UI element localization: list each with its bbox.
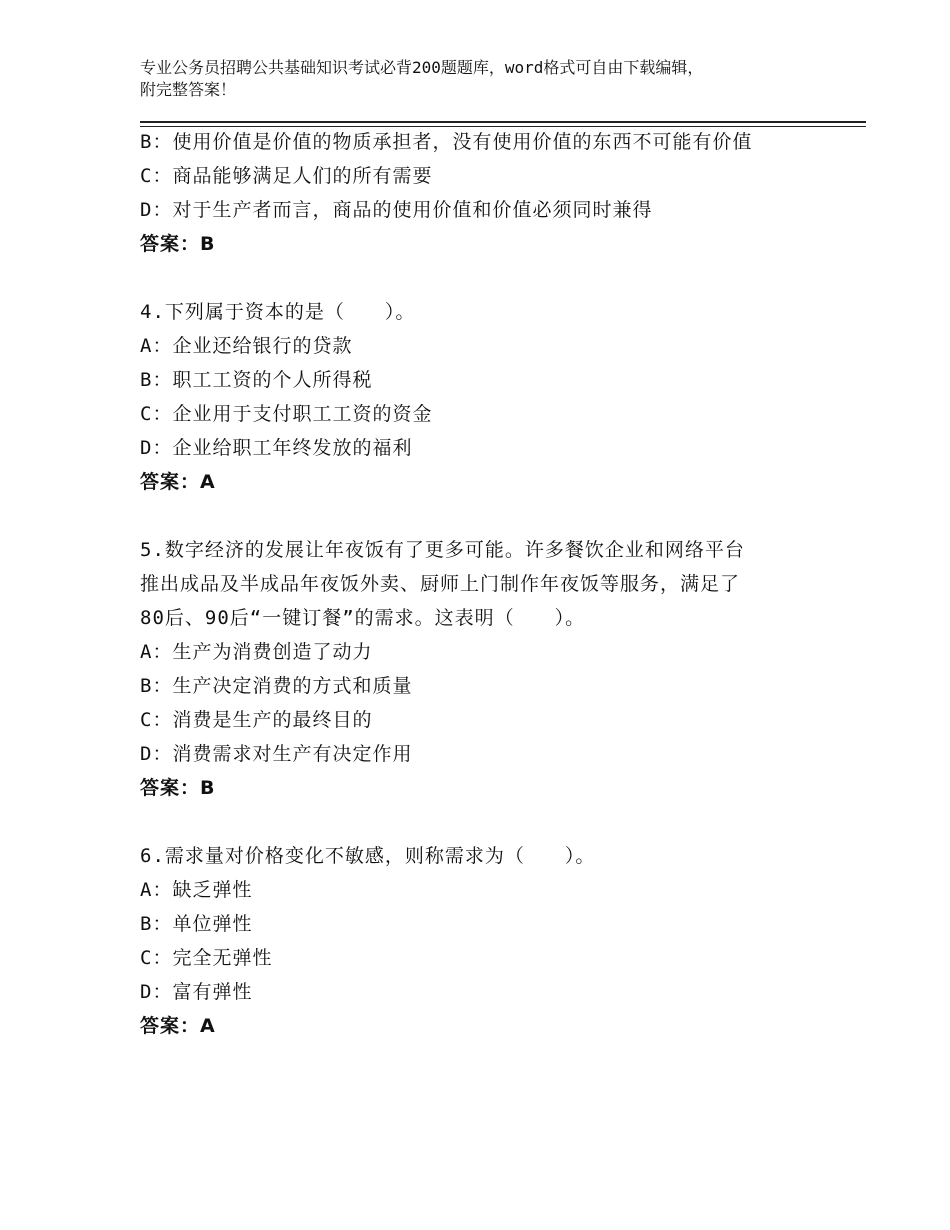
option-b: B：生产决定消费的方式和质量: [140, 675, 413, 697]
option-d: D：企业给职工年终发放的福利: [140, 437, 413, 459]
option-d: D：对于生产者而言，商品的使用价值和价值必须同时兼得: [140, 199, 653, 221]
option-b: B：职工工资的个人所得税: [140, 369, 373, 391]
option-a: A：缺乏弹性: [140, 879, 253, 901]
option-a: A：企业还给银行的贷款: [140, 335, 353, 357]
question-stem: 4.下列属于资本的是（ ）。: [140, 301, 416, 323]
header-line-1: 专业公务员招聘公共基础知识考试必背200题题库，word格式可自由下载编辑，: [140, 58, 704, 77]
answer: 答案：A: [140, 1015, 216, 1037]
option-b: B：单位弹性: [140, 913, 253, 935]
option-c: C：企业用于支付职工工资的资金: [140, 403, 433, 425]
answer: 答案：A: [140, 471, 216, 493]
option-d: D：消费需求对生产有决定作用: [140, 743, 413, 765]
question-stem: 6.需求量对价格变化不敏感，则称需求为（ ）。: [140, 845, 596, 867]
page-header: [140, 57, 840, 101]
option-c: C：完全无弹性: [140, 947, 273, 969]
header-rule-thick: [140, 121, 866, 123]
option-b: B：使用价值是价值的物质承担者，没有使用价值的东西不可能有价值: [140, 131, 753, 153]
header-line-2: 附完整答案！: [140, 80, 237, 99]
question-stem-line-1: 5.数字经济的发展让年夜饭有了更多可能。许多餐饮企业和网络平台: [140, 539, 745, 561]
option-c: C：商品能够满足人们的所有需要: [140, 165, 433, 187]
question-stem-line-3: 80后、90后“一键订餐”的需求。这表明（ ）。: [140, 607, 586, 629]
spacer: [140, 499, 860, 533]
option-d: D：富有弹性: [140, 981, 253, 1003]
question-4: [140, 295, 860, 499]
option-a: A：生产为消费创造了动力: [140, 641, 373, 663]
option-c: C：消费是生产的最终目的: [140, 709, 373, 731]
spacer: [140, 805, 860, 839]
answer: 答案：B: [140, 233, 216, 255]
question-3-continued: [140, 125, 860, 261]
question-stem-line-2: 推出成品及半成品年夜饭外卖、厨师上门制作年夜饭等服务，满足了: [140, 573, 741, 595]
question-5: [140, 533, 860, 805]
answer: 答案：B: [140, 777, 216, 799]
spacer: [140, 261, 860, 295]
question-6: [140, 839, 860, 1043]
question-list: [140, 125, 860, 1043]
